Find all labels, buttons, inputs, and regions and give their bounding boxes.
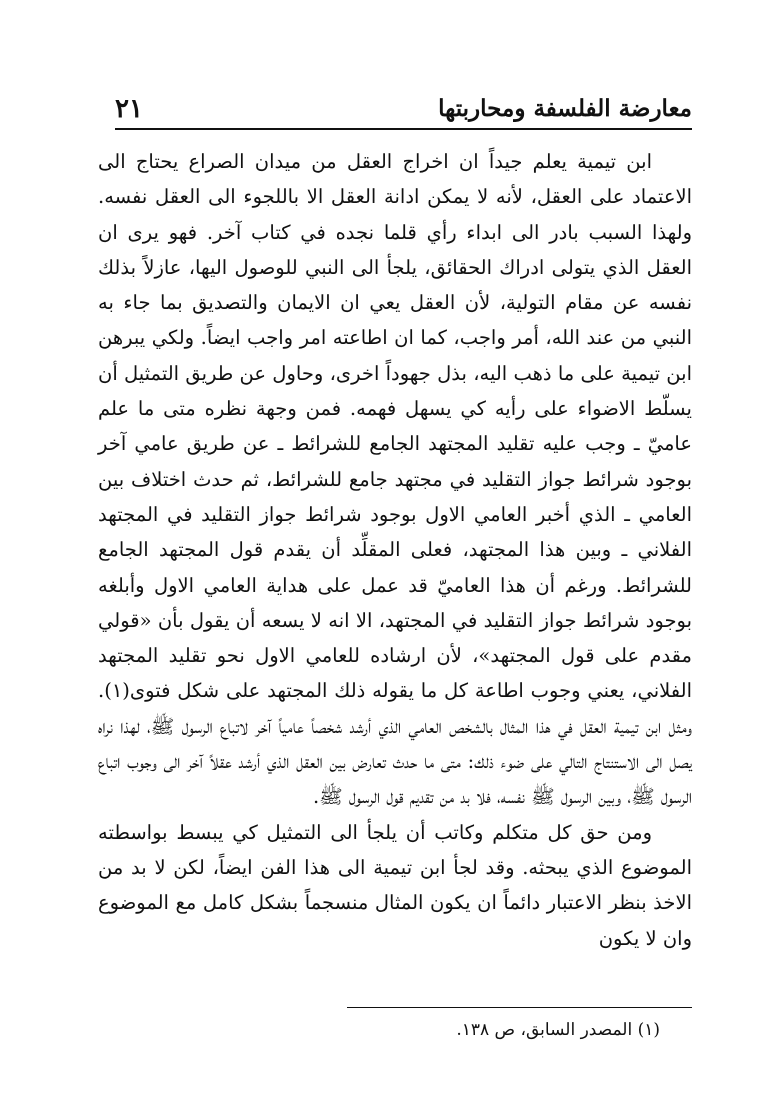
running-title: معارضة الفلسفة ومحاربتها [438, 95, 692, 122]
footnote-divider [347, 1007, 692, 1008]
page-header [115, 88, 692, 130]
paragraph-2: ومن حق كل متكلم وكاتب أن يلجأ الى التمثيل كي يبسط بواسطته الموضوع الذي يبحثه. وقد لجأ ابن تيمية الى هذا الفن ايضاً، لكن لا بد من الاخذ بنظر الاعتبار دائماً ان يكون المثال منسجماً بشكل كامل مع الموضوع وان لا يكون [98, 820, 692, 950]
body-text [98, 144, 692, 956]
footnote: (١) المصدر السابق، ص ١٣٨. [456, 1020, 660, 1040]
paragraph-1: ابن تيمية يعلم جيداً ان اخراج العقل من ميدان الصراع يحتاج الى الاعتماد على العقل، لأنه لا يمكن ادانة العقل الا باللجوء الى العقل نفسه. ولهذا السبب بادر الى ابداء رأي قلما نجده في كتاب آخر. فهو يرى ان العقل الذي يتولى ادراك الحقائق، يلجأ الى النبي للوصول اليها، عازلاً بذلك نفسه عن مقام التولية، لأن العقل يعي ان الايمان والتصديق بما جاء به النبي من عند الله، أمر واجب، كما ان اطاعته امر واجب ايضاً. ولكي يبرهن ابن تيمية على ما ذهب اليه، بذل جهوداً اخرى، وحاول عن طريق التمثيل أن يسلّط الاضواء على رأيه كي يسهل فهمه. فمن وجهة نظره متى ما علم عاميّ ـ وجب عليه تقليد المجتهد الجامع للشرائط ـ عن طريق عامي آخر بوجود شرائط جواز التقليد في مجتهد جامع للشرائط، ثم حدث اختلاف بين العامي ـ الذي أخبر العامي الاول بوجود شرائط جواز التقليد في المجتهد الفلاني ـ وبين هذا المجتهد، فعلى المقلِّد أن يقدم قول المجتهد الجامع للشرائط. ورغم أن هذا العاميّ قد عمل على هداية العامي الاول وأبلغه بوجود شرائط جواز التقليد في المجتهد، الا انه لا يسعه أن يقول بأن «قولي مقدم على قول المجتهد»، لأن ارشاده للعامي الاول نحو تقليد المجتهد الفلاني، يعني وجوب اطاعة كل ما يقوله ذلك المجتهد على شكل فتوى(١). ومثل ابن تيمية العقل في هذا المثال بالشخص العامي الذي أرشد شخصاً عامياً آخر لاتباع الرسول ﷺ، لهذا نراه يصل الى الاستنتاج التالي على ضوء ذلك: متى ما حدث تعارض بين العقل الذي أرشد عقلاً آخر الى وجوب اتباع الرسول ﷺ، وبين الرسول ﷺ نفسه، فلا بد من تقديم قول الرسول ﷺ. [98, 150, 693, 809]
page-number: ٢١ [115, 94, 143, 124]
